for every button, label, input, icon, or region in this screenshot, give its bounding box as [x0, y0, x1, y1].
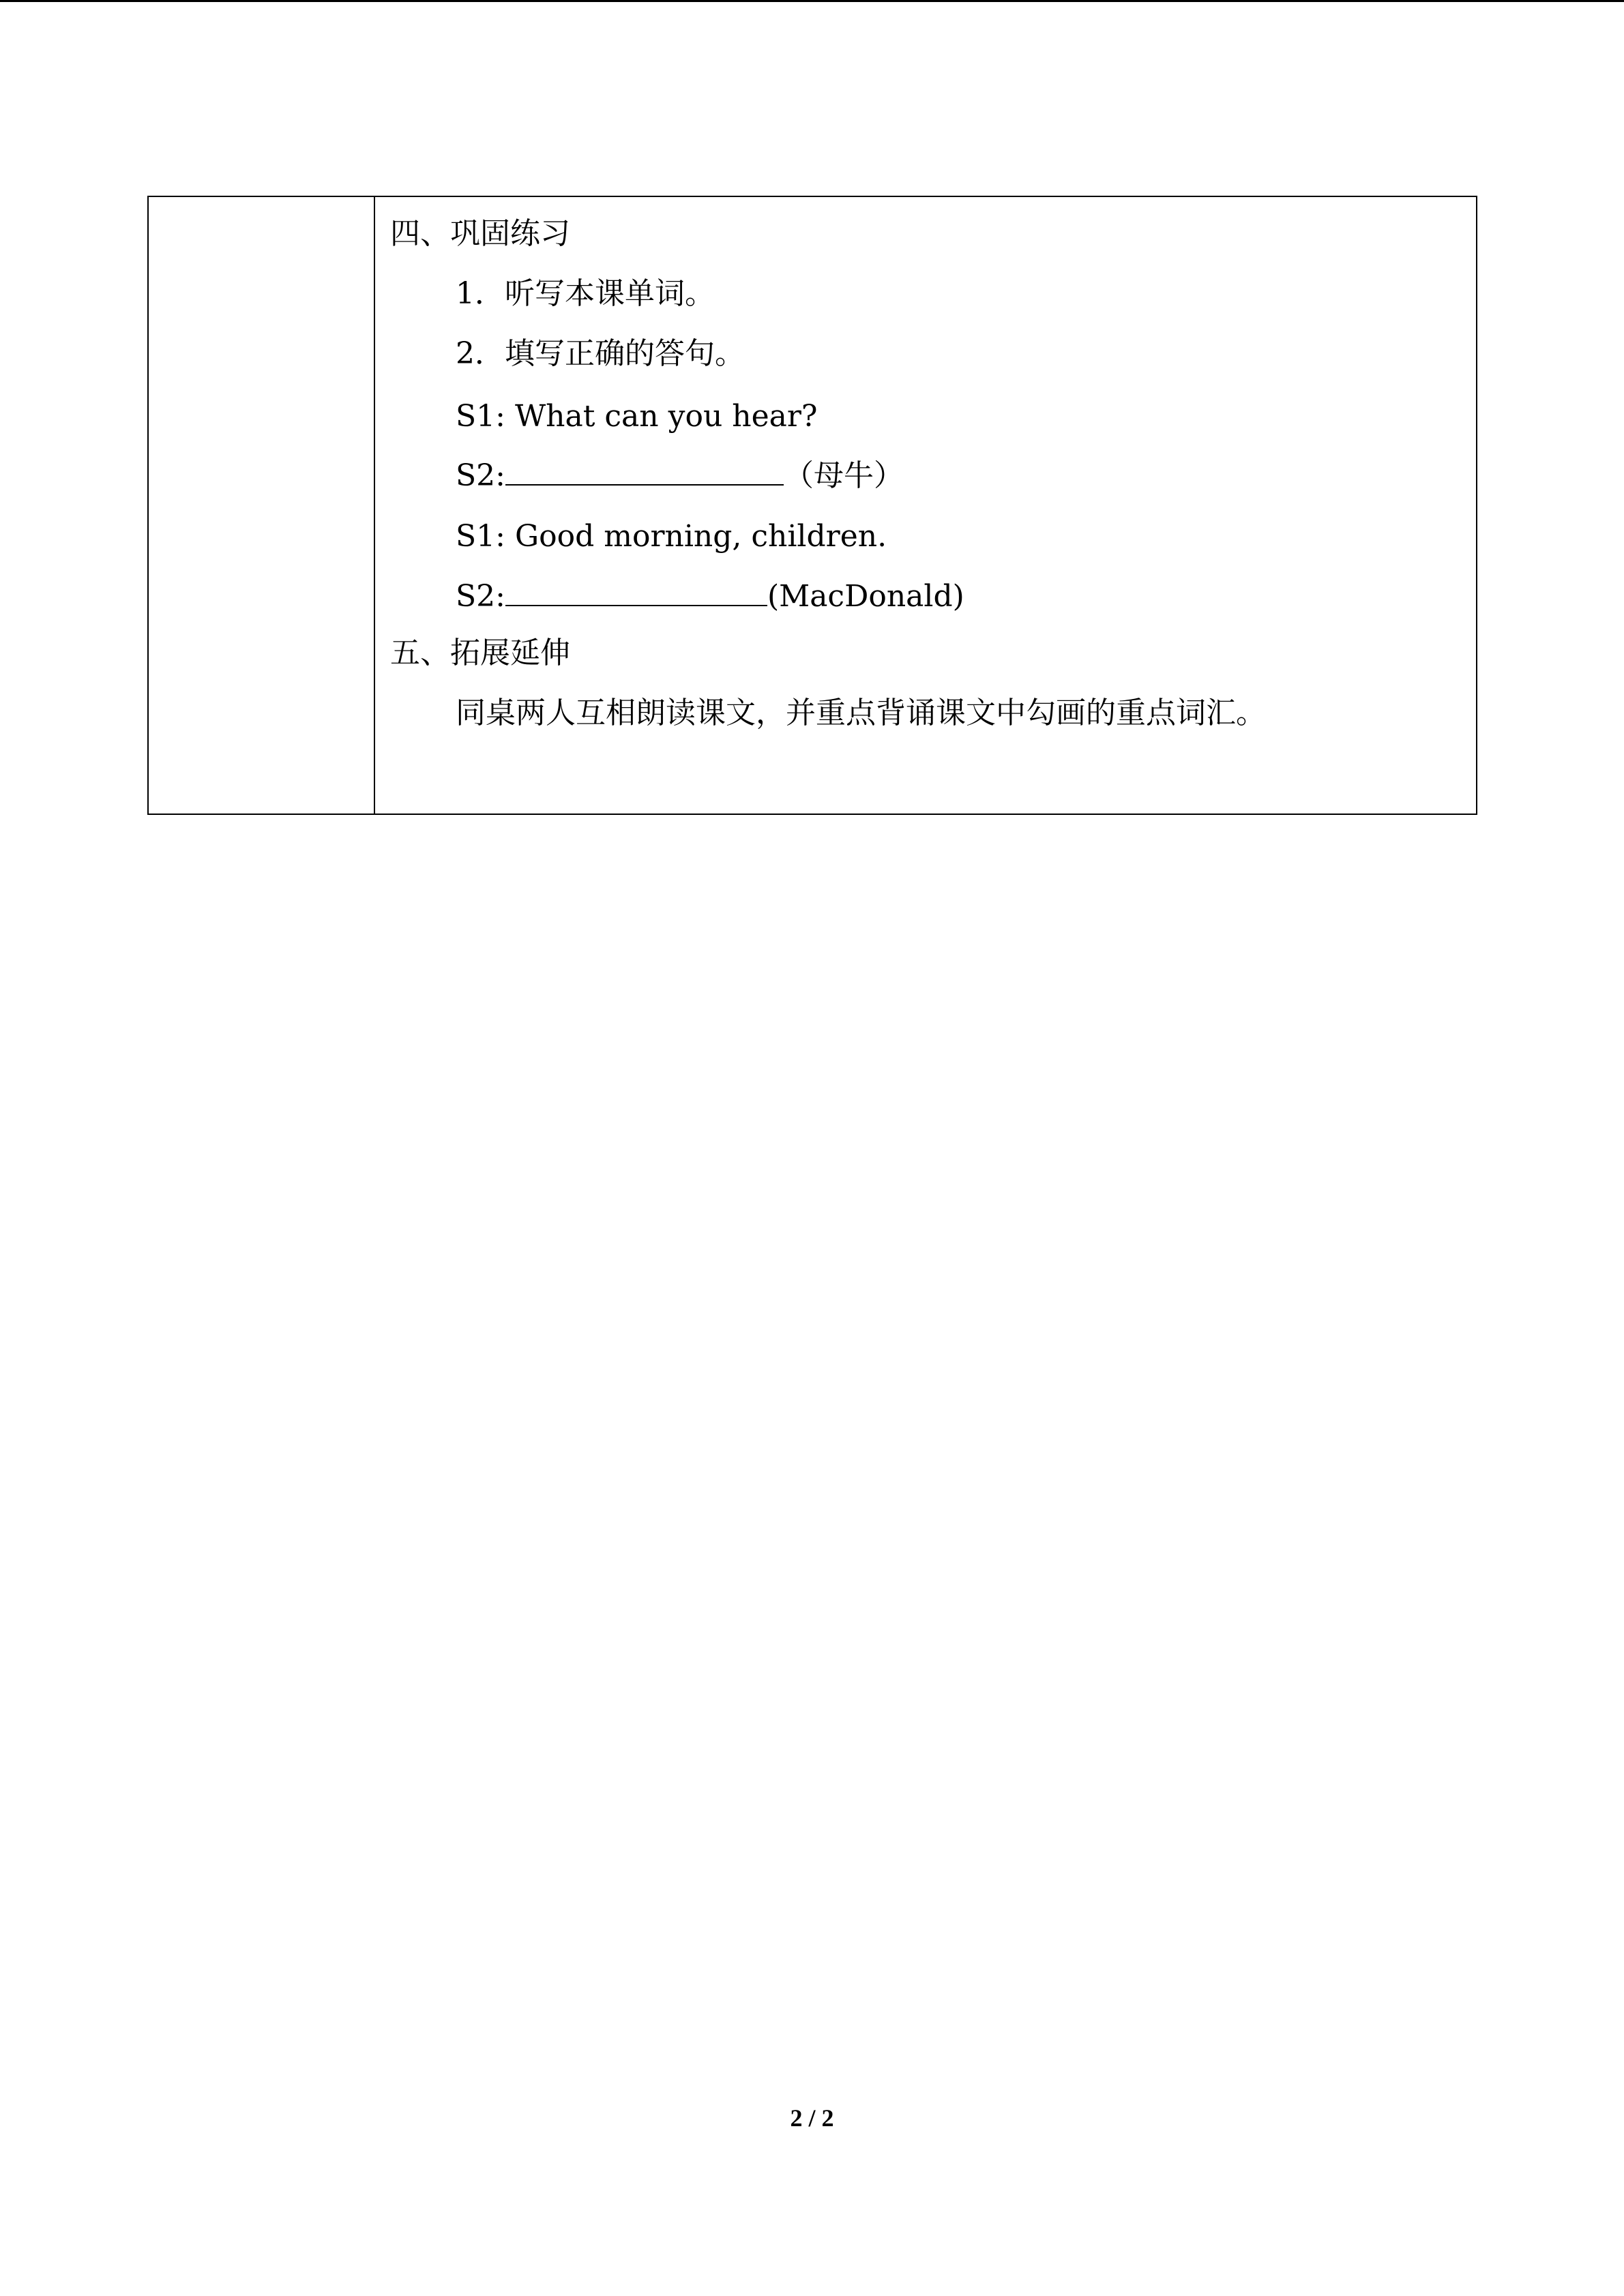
dialogue-speaker: S2: — [456, 458, 505, 493]
dialogue-text: Good morning, children. — [505, 519, 887, 554]
table-left-cell — [149, 197, 375, 814]
dialogue-speaker: S1: — [456, 399, 505, 434]
dialogue-line-1 — [456, 399, 818, 434]
lesson-plan-table — [147, 196, 1477, 815]
dialogue-text: What can you hear? — [505, 399, 818, 434]
answer-hint: （母牛） — [783, 458, 904, 493]
dialogue-speaker: S2: — [456, 579, 505, 614]
table-content-cell — [375, 197, 1476, 814]
section-5-heading: 五、拓展延伸 — [390, 636, 570, 670]
answer-blank[interactable] — [505, 578, 767, 606]
dialogue-line-4 — [456, 578, 964, 614]
page-number: 2 / 2 — [790, 2104, 834, 2132]
section-4-heading: 四、巩固练习 — [390, 216, 570, 251]
exercise-item-1: 1．听写本课单词。 — [456, 276, 715, 311]
dialogue-line-3 — [456, 519, 887, 554]
page-top-border — [0, 0, 1624, 2]
exercise-item-2: 2．填写正确的答句。 — [456, 336, 745, 371]
answer-blank[interactable] — [505, 457, 784, 486]
section-5-body: 同桌两人互相朗读课文，并重点背诵课文中勾画的重点词汇。 — [456, 696, 1266, 730]
dialogue-line-2 — [456, 457, 904, 494]
answer-hint: (MacDonald) — [767, 579, 964, 614]
dialogue-speaker: S1: — [456, 519, 505, 554]
